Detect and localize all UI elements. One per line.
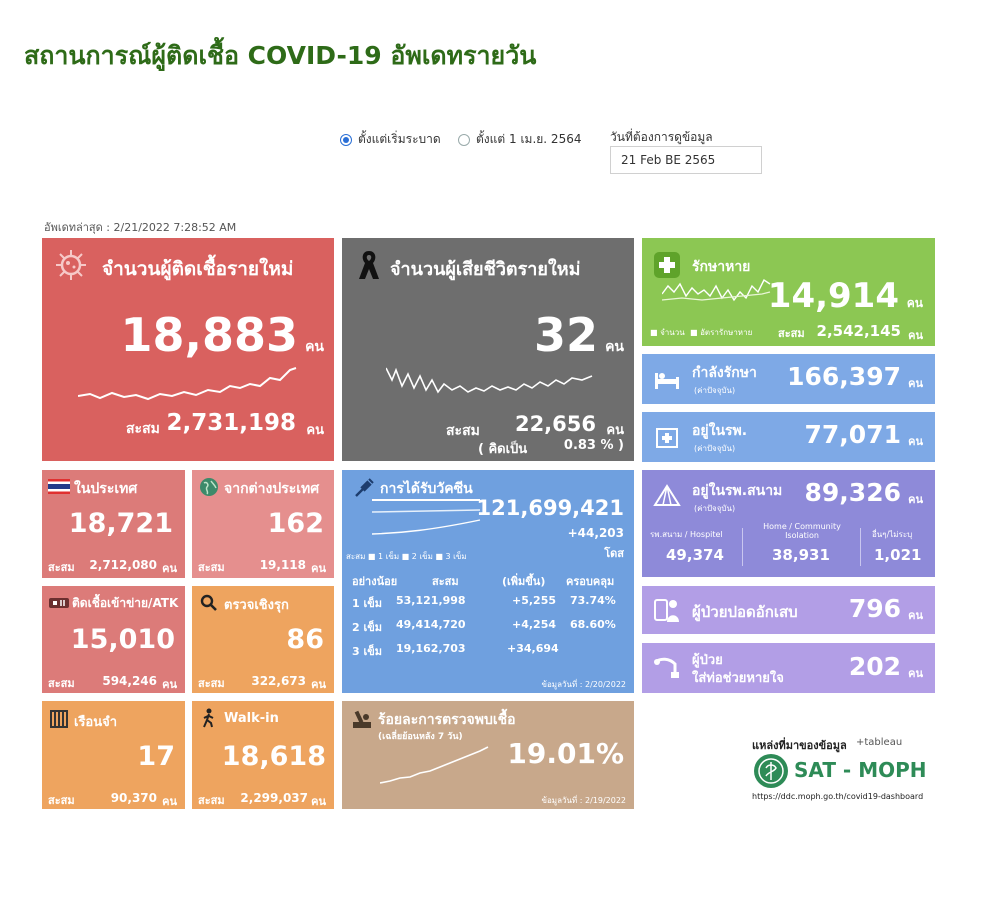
recovered-cum-value: 2,542,145 bbox=[816, 322, 901, 340]
page-title: สถานการณ์ผู้ติดเชื้อ COVID-19 อัพเดทรายวัน bbox=[24, 41, 537, 70]
walkin-cum-label: สะสม bbox=[198, 794, 225, 807]
walking-person-icon bbox=[198, 707, 220, 729]
deaths-label: จำนวนผู้เสียชีวิตรายใหม่ bbox=[390, 259, 581, 280]
imported-value: 162 bbox=[267, 508, 324, 539]
vaccine-row-inc: +4,254 bbox=[512, 618, 557, 631]
vaccine-row-cov: 68.60% bbox=[570, 618, 616, 631]
vaccine-row-dose: 2 เข็ม bbox=[352, 621, 383, 634]
in-hospital-unit: คน bbox=[908, 435, 923, 448]
ventilator-tile[interactable] bbox=[642, 643, 935, 693]
atk-label: ติดเชื้อเข้าข่าย/ATK bbox=[72, 596, 179, 610]
filter-bar bbox=[340, 124, 770, 179]
vaccine-legend-3: 3 เข็ม bbox=[445, 552, 467, 561]
walkin-tile[interactable] bbox=[192, 701, 334, 809]
vaccine-row-cum: 53,121,998 bbox=[396, 594, 466, 607]
field-hospital-sub: (ค่าปัจจุบัน) bbox=[694, 504, 736, 513]
field-hospital-label: อยู่ในรพ.สนาม bbox=[692, 483, 783, 499]
hospital-bed-icon bbox=[652, 364, 682, 394]
table-row bbox=[352, 642, 622, 662]
new-cases-trend-line bbox=[78, 366, 298, 408]
domestic-label: ในประเทศ bbox=[74, 481, 138, 497]
active-search-label: ตรวจเชิงรุก bbox=[224, 598, 289, 613]
field-hospital-tile[interactable] bbox=[642, 470, 935, 577]
recovered-legend-rate: ■ อัตรารักษาหาย bbox=[690, 328, 753, 337]
new-cases-cum-label: สะสม bbox=[126, 421, 160, 437]
imported-label: จากต่างประเทศ bbox=[224, 481, 320, 497]
vaccine-legend-1: 1 เข็ม bbox=[378, 552, 400, 561]
field-hospital-unit: คน bbox=[908, 493, 923, 506]
in-treatment-tile[interactable] bbox=[642, 354, 935, 404]
field-hospital-col1-label: รพ.สนาม / Hospitel bbox=[650, 530, 723, 539]
domestic-value: 18,721 bbox=[68, 508, 173, 539]
field-hospital-col2-label: Home / Community Isolation bbox=[763, 522, 841, 540]
radio-selected-icon bbox=[340, 134, 352, 146]
vaccine-row-cum: 19,162,703 bbox=[396, 642, 466, 655]
deaths-unit: คน bbox=[605, 339, 624, 355]
vaccine-data-date: ข้อมูลวันที่ : 2/20/2022 bbox=[541, 680, 626, 689]
pneumonia-label: ผู้ป่วยปอดอักเสบ bbox=[692, 603, 798, 621]
vaccine-header-cov: ครอบคลุม bbox=[566, 575, 615, 588]
table-row bbox=[352, 594, 622, 614]
active-search-cum-value: 322,673 bbox=[251, 674, 306, 688]
imported-cum-value: 19,118 bbox=[259, 558, 306, 572]
pneumonia-value: 796 bbox=[848, 594, 901, 623]
active-search-tile[interactable] bbox=[192, 586, 334, 693]
ventilator-unit: คน bbox=[908, 667, 923, 680]
field-hospital-value: 89,326 bbox=[804, 478, 901, 507]
recovered-label: รักษาหาย bbox=[692, 259, 751, 275]
new-cases-unit: คน bbox=[305, 339, 324, 355]
domestic-cum-value: 2,712,080 bbox=[89, 558, 157, 572]
org-name: SAT - MOPH bbox=[794, 758, 927, 782]
recovered-trend-line bbox=[662, 276, 772, 306]
prison-cum-unit: คน bbox=[162, 795, 177, 808]
deaths-cum-unit: คน bbox=[606, 423, 624, 438]
imported-cum-label: สะสม bbox=[198, 561, 225, 574]
active-search-value: 86 bbox=[286, 624, 324, 655]
new-cases-label: จำนวนผู้ติดเชื้อรายใหม่ bbox=[102, 258, 294, 280]
vaccine-row-inc: +34,694 bbox=[507, 642, 559, 655]
patient-icon bbox=[652, 594, 682, 626]
prison-bars-icon bbox=[48, 709, 70, 729]
divider bbox=[860, 528, 861, 566]
vaccine-header-cum: สะสม bbox=[432, 575, 459, 588]
prison-label: เรือนจำ bbox=[74, 715, 118, 730]
vaccine-row-inc: +5,255 bbox=[512, 594, 557, 607]
in-hospital-sub: (ค่าปัจจุบัน) bbox=[694, 444, 736, 453]
in-treatment-unit: คน bbox=[908, 377, 923, 390]
in-hospital-tile[interactable] bbox=[642, 412, 935, 462]
prison-cum-value: 90,370 bbox=[110, 791, 157, 805]
vaccine-total: 121,699,421 bbox=[476, 496, 624, 520]
virus-icon bbox=[52, 246, 90, 284]
vaccine-row-cov: 73.74% bbox=[570, 594, 616, 607]
in-hospital-label: อยู่ในรพ. bbox=[692, 423, 748, 439]
recovered-value: 14,914 bbox=[767, 276, 899, 316]
deaths-value: 32 bbox=[533, 308, 598, 362]
walkin-label: Walk-in bbox=[224, 711, 279, 726]
atk-cum-unit: คน bbox=[162, 678, 177, 691]
deaths-pct-label: ( คิดเป็น bbox=[478, 442, 528, 457]
positivity-sub: (เฉลี่ยย้อนหลัง 7 วัน) bbox=[378, 732, 463, 742]
imported-tile[interactable] bbox=[192, 470, 334, 578]
vaccine-row-cum: 49,414,720 bbox=[396, 618, 466, 631]
positivity-trend-line bbox=[380, 743, 490, 787]
source-label: แหล่งที่มาของข้อมูล bbox=[752, 739, 847, 752]
imported-cum-unit: คน bbox=[311, 562, 326, 575]
table-row bbox=[352, 618, 622, 638]
domestic-cum-unit: คน bbox=[162, 562, 177, 575]
field-hospital-col1-value: 49,374 bbox=[666, 546, 724, 564]
domestic-cum-label: สะสม bbox=[48, 561, 75, 574]
radio-since-start-label: ตั้งแต่เริ่มระบาด bbox=[358, 132, 441, 146]
vaccine-header-inc: (เพิ่มขึ้น) bbox=[502, 575, 546, 588]
field-hospital-col3-value: 1,021 bbox=[874, 546, 922, 564]
radio-since-april[interactable] bbox=[458, 130, 581, 149]
new-cases-cum-value: 2,731,198 bbox=[166, 410, 296, 436]
deaths-cum-label: สะสม bbox=[446, 423, 480, 439]
recovered-legend-daily: ■ จำนวน bbox=[650, 328, 685, 337]
deaths-cum-value: 22,656 bbox=[514, 412, 596, 436]
active-search-cum-label: สะสม bbox=[198, 677, 225, 690]
recovered-cum-unit: คน bbox=[908, 329, 923, 342]
radio-since-april-label: ตั้งแต่ 1 เม.ย. 2564 bbox=[476, 132, 582, 146]
cross-icon bbox=[654, 252, 680, 278]
pneumonia-tile[interactable] bbox=[642, 586, 935, 634]
prison-cum-label: สะสม bbox=[48, 794, 75, 807]
new-cases-value: 18,883 bbox=[120, 308, 298, 362]
data-source bbox=[752, 736, 952, 806]
recovered-unit: คน bbox=[906, 296, 923, 310]
ventilator-icon bbox=[652, 651, 682, 683]
new-cases-tile[interactable] bbox=[42, 238, 334, 461]
ventilator-label-1: ผู้ป่วย bbox=[692, 653, 723, 668]
atk-cum-value: 594,246 bbox=[102, 674, 157, 688]
source-url[interactable]: https://ddc.moph.go.th/covid19-dashboard bbox=[752, 792, 924, 801]
vaccine-legend: สะสม ■ 1 เข็ม ■ 2 เข็ม ■ 3 เข็ม bbox=[346, 552, 467, 561]
walkin-cum-unit: คน bbox=[311, 795, 326, 808]
divider bbox=[742, 528, 743, 566]
ventilator-value: 202 bbox=[848, 652, 901, 681]
deaths-tile[interactable] bbox=[342, 238, 634, 461]
globe-icon bbox=[198, 476, 220, 498]
recovered-tile[interactable] bbox=[642, 238, 935, 346]
deaths-trend-line bbox=[386, 362, 596, 402]
atk-tile[interactable] bbox=[42, 586, 185, 693]
moph-logo-icon bbox=[754, 754, 788, 788]
positivity-value: 19.01% bbox=[507, 737, 624, 770]
prison-value: 17 bbox=[137, 741, 175, 772]
vaccine-legend-label: สะสม bbox=[346, 552, 366, 561]
date-input[interactable] bbox=[610, 146, 762, 174]
thailand-flag-icon bbox=[48, 478, 70, 494]
vaccine-label: การได้รับวัคซีน bbox=[380, 481, 473, 497]
vaccine-header-dose: อย่างน้อย bbox=[352, 575, 398, 588]
vaccine-legend-2: 2 เข็ม bbox=[411, 552, 433, 561]
field-hospital-col3-label: อื่นๆ/ไม่ระบุ bbox=[872, 530, 913, 539]
radio-since-start[interactable] bbox=[340, 130, 441, 149]
walkin-value: 18,618 bbox=[221, 741, 326, 772]
atk-value: 15,010 bbox=[70, 624, 175, 655]
deaths-pct-value: 0.83 % ) bbox=[563, 438, 624, 453]
vaccine-trend-line bbox=[372, 496, 484, 538]
positivity-tile[interactable] bbox=[342, 701, 634, 809]
in-treatment-label: กำลังรักษา bbox=[692, 365, 757, 381]
recovered-cum-label: สะสม bbox=[778, 327, 805, 340]
search-icon bbox=[198, 592, 220, 614]
test-kit-icon bbox=[48, 594, 70, 612]
vaccine-row-dose: 1 เข็ม bbox=[352, 597, 383, 610]
vaccine-daily: +44,203 bbox=[567, 526, 624, 540]
date-label: วันที่ต้องการดูข้อมูล bbox=[610, 130, 713, 144]
vaccine-row-dose: 3 เข็ม bbox=[352, 645, 383, 658]
ventilator-label-2: ใส่ท่อช่วยหายใจ bbox=[692, 671, 784, 686]
in-treatment-sub: (ค่าปัจจุบัน) bbox=[694, 386, 736, 395]
new-cases-cum-unit: คน bbox=[306, 423, 324, 438]
last-updated: อัพเดทล่าสุด : 2/21/2022 7:28:52 AM bbox=[44, 221, 237, 234]
walkin-cum-value: 2,299,037 bbox=[240, 791, 308, 805]
vaccine-table-header bbox=[352, 572, 622, 592]
prison-tile[interactable] bbox=[42, 701, 185, 809]
recovered-legend-daily-text: จำนวน bbox=[660, 328, 685, 337]
pneumonia-unit: คน bbox=[908, 609, 923, 622]
radio-unselected-icon bbox=[458, 134, 470, 146]
domestic-tile[interactable] bbox=[42, 470, 185, 578]
atk-cum-label: สะสม bbox=[48, 677, 75, 690]
positivity-label: ร้อยละการตรวจพบเชื้อ bbox=[378, 712, 516, 728]
tableau-logo: +tableau bbox=[856, 737, 903, 748]
recovered-legend-rate-text: อัตรารักษาหาย bbox=[700, 328, 753, 337]
in-treatment-value: 166,397 bbox=[787, 362, 901, 391]
vaccine-tile[interactable] bbox=[342, 470, 634, 693]
in-hospital-value: 77,071 bbox=[804, 420, 901, 449]
field-hospital-col2-value: 38,931 bbox=[772, 546, 830, 564]
positivity-data-date: ข้อมูลวันที่ : 2/19/2022 bbox=[541, 796, 626, 805]
lab-test-icon bbox=[350, 707, 374, 731]
active-search-cum-unit: คน bbox=[311, 678, 326, 691]
tent-icon bbox=[652, 480, 682, 510]
ribbon-icon bbox=[354, 248, 384, 282]
hospital-building-icon bbox=[652, 422, 682, 452]
vaccine-unit: โดส bbox=[604, 547, 624, 560]
